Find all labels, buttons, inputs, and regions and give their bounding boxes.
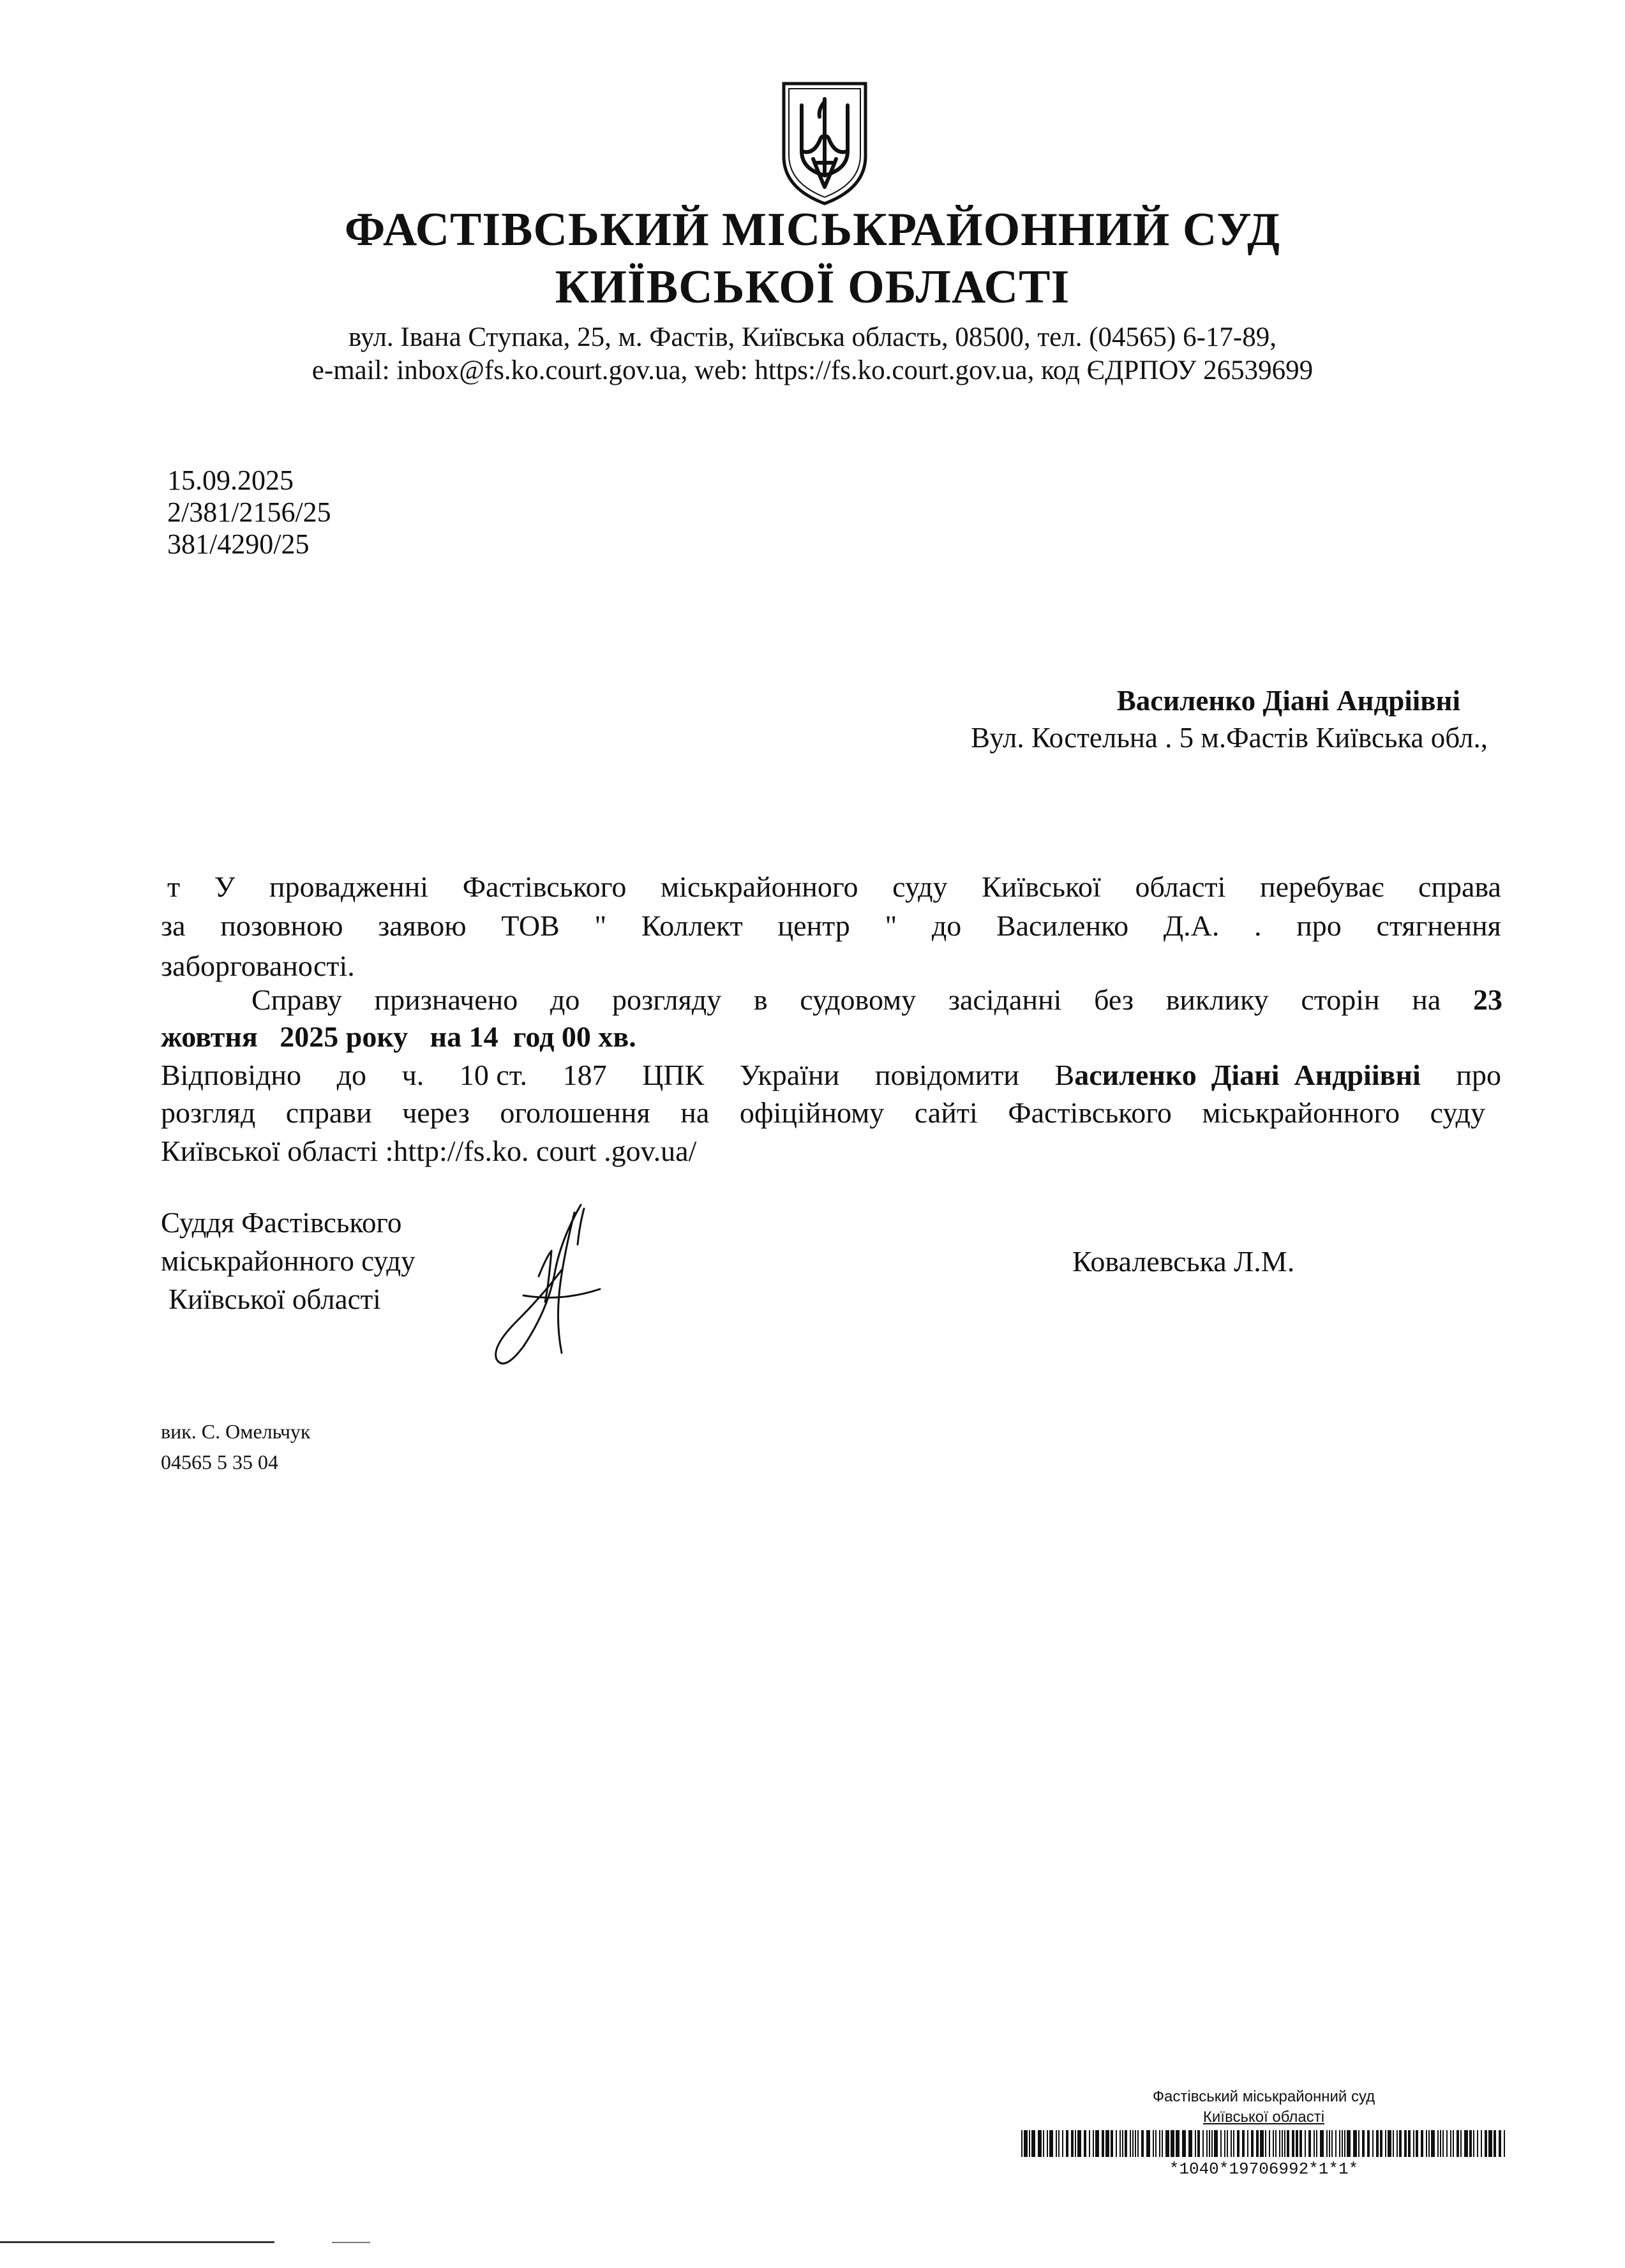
- barcode-bar: [1162, 2130, 1163, 2157]
- barcode-bar: [1358, 2130, 1359, 2157]
- barcode-bar: [1284, 2130, 1285, 2157]
- barcode-bar: [1231, 2130, 1232, 2157]
- barcode-bar: [1251, 2130, 1254, 2157]
- barcode-bar: [1326, 2130, 1328, 2157]
- barcode-bar: [1038, 2130, 1042, 2157]
- barcode-bar: [1102, 2130, 1104, 2157]
- barcode-bar: [1165, 2130, 1169, 2157]
- document-date: 15.09.2025: [167, 465, 294, 496]
- barcode-bar: [1353, 2130, 1357, 2157]
- barcode-bar: [1058, 2130, 1060, 2157]
- barcode-bar: [1342, 2130, 1343, 2157]
- barcode-bar: [1450, 2130, 1451, 2157]
- barcode-bar: [1111, 2130, 1113, 2157]
- barcode-bar: [1146, 2130, 1150, 2157]
- executor-phone: 04565 5 35 04: [161, 1451, 278, 1473]
- hearing-datetime: жовтня 2025 року на 14 год 00 хв.: [161, 1020, 636, 1053]
- barcode-bar: [1362, 2130, 1365, 2157]
- barcode-bar: [1428, 2130, 1430, 2157]
- barcode-bar: [1237, 2130, 1239, 2157]
- barcode-bar: [1182, 2130, 1186, 2157]
- barcode-bar: [1314, 2130, 1315, 2157]
- barcode-bar: [1446, 2130, 1448, 2157]
- barcode-bar: [1155, 2130, 1157, 2157]
- defendant-name: Василенко Діані Андріівні: [1054, 1059, 1421, 1091]
- barcode-bar: [1043, 2130, 1044, 2157]
- barcode-bar: [1214, 2130, 1218, 2157]
- barcode-bar: [1120, 2130, 1121, 2157]
- barcode-bar: [1269, 2130, 1270, 2157]
- barcode-bar: [1066, 2130, 1068, 2157]
- barcode-bar: [1077, 2130, 1081, 2157]
- barcode-bar: [1296, 2130, 1298, 2157]
- scan-edge-line: [0, 2241, 274, 2243]
- barcode-bar: [1116, 2130, 1117, 2157]
- barcode-bar: [1440, 2130, 1441, 2157]
- barcode-bar: [1460, 2130, 1462, 2157]
- barcode-bar: [1024, 2130, 1028, 2157]
- barcode-bar: [1171, 2130, 1174, 2157]
- barcode-bar: [1242, 2130, 1245, 2157]
- barcode-bar: [1380, 2130, 1382, 2157]
- barcode-bar: [1347, 2130, 1351, 2157]
- barcode-bar: [1029, 2130, 1030, 2157]
- barcode-bar: [1093, 2130, 1094, 2157]
- barcode-bar: [1292, 2130, 1294, 2157]
- barcode-bar: [1499, 2130, 1501, 2157]
- recipient-name: Василенко Діані Андріівні: [1116, 685, 1460, 717]
- body-line-3: заборгованості.: [161, 950, 355, 982]
- court-contacts: e-mail: inbox@fs.ko.court.gov.ua, web: https://fs.ko.court.gov.ua, код ЄДРПОУ 26539699: [311, 355, 1314, 385]
- barcode-bar: [1393, 2130, 1394, 2157]
- barcode-bar: [1049, 2130, 1053, 2157]
- barcode-bar: [1130, 2130, 1131, 2157]
- barcode-bar: [1335, 2130, 1337, 2157]
- executor-name: вик. С. Омельчук: [161, 1420, 311, 1443]
- barcode-bar: [1320, 2130, 1324, 2157]
- barcode-bar: [1233, 2130, 1234, 2157]
- barcode-bar: [1421, 2130, 1423, 2157]
- barcode-bar: [1287, 2130, 1289, 2157]
- barcode-bar: [1202, 2130, 1204, 2157]
- barcode-bar: [1331, 2130, 1333, 2157]
- barcode-bar: [1453, 2130, 1454, 2157]
- barcode-bar: [1488, 2130, 1492, 2157]
- barcode-bar: [1282, 2130, 1283, 2157]
- barcode-bar: [1122, 2130, 1123, 2157]
- barcode-bar: [1413, 2130, 1414, 2157]
- barcode-bar: [1105, 2130, 1109, 2157]
- court-title-line1: ФАСТІВСЬКИЙ МІСЬКРАЙОННИЙ СУД: [344, 204, 1281, 256]
- outgoing-number: 381/4290/25: [167, 528, 310, 560]
- judge-title-line3: Київської області: [168, 1283, 381, 1315]
- barcode-bar: [1316, 2130, 1317, 2157]
- barcode-bar: [1256, 2130, 1259, 2157]
- court-website-line: Київської області :http://fs.ko. court .gov.ua/: [161, 1135, 697, 1167]
- trident-coat-of-arms-icon: [780, 80, 869, 207]
- barcode-bar: [1132, 2130, 1134, 2157]
- barcode-bar: [1329, 2130, 1330, 2157]
- barcode-bar: [1227, 2130, 1228, 2157]
- barcode-bar: [1388, 2130, 1391, 2157]
- barcode-bar: [1477, 2130, 1478, 2157]
- barcode-bar: [1469, 2130, 1472, 2157]
- barcode-bar: [1265, 2130, 1266, 2157]
- barcode-bar: [1211, 2130, 1213, 2157]
- barcode-bar: [1141, 2130, 1144, 2157]
- barcode-bar: [1095, 2130, 1099, 2157]
- barcode-bar: [1089, 2130, 1090, 2157]
- hearing-day: 23: [1472, 983, 1502, 1016]
- barcode-bar: [1084, 2130, 1086, 2157]
- scan-edge-mark: [332, 2242, 370, 2243]
- barcode-bar: [1279, 2130, 1280, 2157]
- barcode-bar: [1404, 2130, 1407, 2157]
- barcode-bar: [1195, 2130, 1196, 2157]
- handwritten-signature: [485, 1200, 606, 1378]
- stamp-court-name: Фастівський міськрайонний суд: [1152, 2088, 1375, 2105]
- barcode-bar: [1397, 2130, 1398, 2157]
- judge-title-line1: Суддя Фастівського: [161, 1207, 402, 1239]
- barcode-bar: [1367, 2130, 1370, 2157]
- barcode-bar: [1220, 2130, 1222, 2157]
- barcode-bar: [1197, 2130, 1200, 2157]
- case-number: 2/381/2156/25: [167, 496, 331, 528]
- barcode-bar: [1176, 2130, 1179, 2157]
- barcode-bar: [1075, 2130, 1076, 2157]
- barcode-bar: [1188, 2130, 1192, 2157]
- barcode-bar: [1344, 2130, 1345, 2157]
- barcode-bar: [1273, 2130, 1274, 2157]
- barcode-bar: [1399, 2130, 1402, 2157]
- barcode-bar: [1135, 2130, 1136, 2157]
- barcode-bar: [1275, 2130, 1277, 2157]
- barcode-bar: [1504, 2130, 1505, 2157]
- body-line-4: Справу призначено до розгляду в судовому засіданні без виклику сторін на 23: [251, 983, 1502, 1016]
- barcode-bar: [1247, 2130, 1248, 2157]
- barcode-bar: [1299, 2130, 1302, 2157]
- barcode-bar: [1431, 2130, 1435, 2157]
- barcode-icon: [1020, 2130, 1508, 2157]
- barcode-bar: [1159, 2130, 1160, 2157]
- barcode-bar: [1308, 2130, 1311, 2157]
- barcode-bar: [1385, 2130, 1386, 2157]
- barcode-bar: [1442, 2130, 1444, 2157]
- barcode-bar: [1473, 2130, 1474, 2157]
- body-line-6: Відповідно до ч. 10 ст. 187 ЦПК України повідомити Василенко Діані Андріівні про: [161, 1059, 1501, 1091]
- barcode-bar: [1372, 2130, 1374, 2157]
- stamp-region: Київської області: [1202, 2108, 1325, 2126]
- barcode-bar: [1153, 2130, 1154, 2157]
- barcode-bar: [1047, 2130, 1048, 2157]
- barcode-bar: [1224, 2130, 1225, 2157]
- barcode-bar: [1137, 2130, 1139, 2157]
- judge-name: Ковалевська Л.М.: [1072, 1245, 1295, 1278]
- court-address: вул. Івана Ступака, 25, м. Фастів, Київська область, 08500, тел. (04565) 6-17-89,: [348, 322, 1277, 352]
- barcode-bar: [1339, 2130, 1340, 2157]
- barcode-bar: [1031, 2130, 1035, 2157]
- barcode-bar: [1062, 2130, 1063, 2157]
- barcode-bar: [1056, 2130, 1057, 2157]
- body-line-2: за позовною заявою ТОВ " Коллект центр " до Василенко Д.А. . про стягнення: [161, 909, 1501, 942]
- barcode-bar: [1437, 2130, 1439, 2157]
- barcode-bar: [1481, 2130, 1482, 2157]
- barcode-bar: [1021, 2130, 1022, 2157]
- barcode-bar: [1125, 2130, 1127, 2157]
- barcode-number: *1040*19706992*1*1*: [1169, 2160, 1359, 2179]
- recipient-address: Вул. Костельна . 5 м.Фастів Київська обл.,: [970, 722, 1488, 754]
- barcode-bar: [1206, 2130, 1208, 2157]
- body-line-7: розгляд справи через оголошення на офіційному сайті Фастівського міськрайонного суду: [161, 1096, 1485, 1129]
- barcode-bar: [1426, 2130, 1427, 2157]
- barcode-bar: [1209, 2130, 1210, 2157]
- barcode-bar: [1457, 2130, 1459, 2157]
- judge-title-line2: міськрайонного суду: [161, 1245, 416, 1277]
- barcode-bar: [1416, 2130, 1418, 2157]
- barcode-bar: [1071, 2130, 1074, 2157]
- barcode-bar: [1376, 2130, 1379, 2157]
- barcode-bar: [1494, 2130, 1496, 2157]
- barcode-bar: [1464, 2130, 1468, 2157]
- barcode-bar: [1305, 2130, 1306, 2157]
- body-line-1: т У провадженні Фастівського міськрайонного суду Київської області перебуває справа: [167, 870, 1501, 903]
- barcode-bar: [1408, 2130, 1411, 2157]
- barcode-bar: [1485, 2130, 1487, 2157]
- barcode-bar: [1260, 2130, 1264, 2157]
- court-title-line2: КИЇВСЬКОЇ ОБЛАСТІ: [555, 261, 1070, 313]
